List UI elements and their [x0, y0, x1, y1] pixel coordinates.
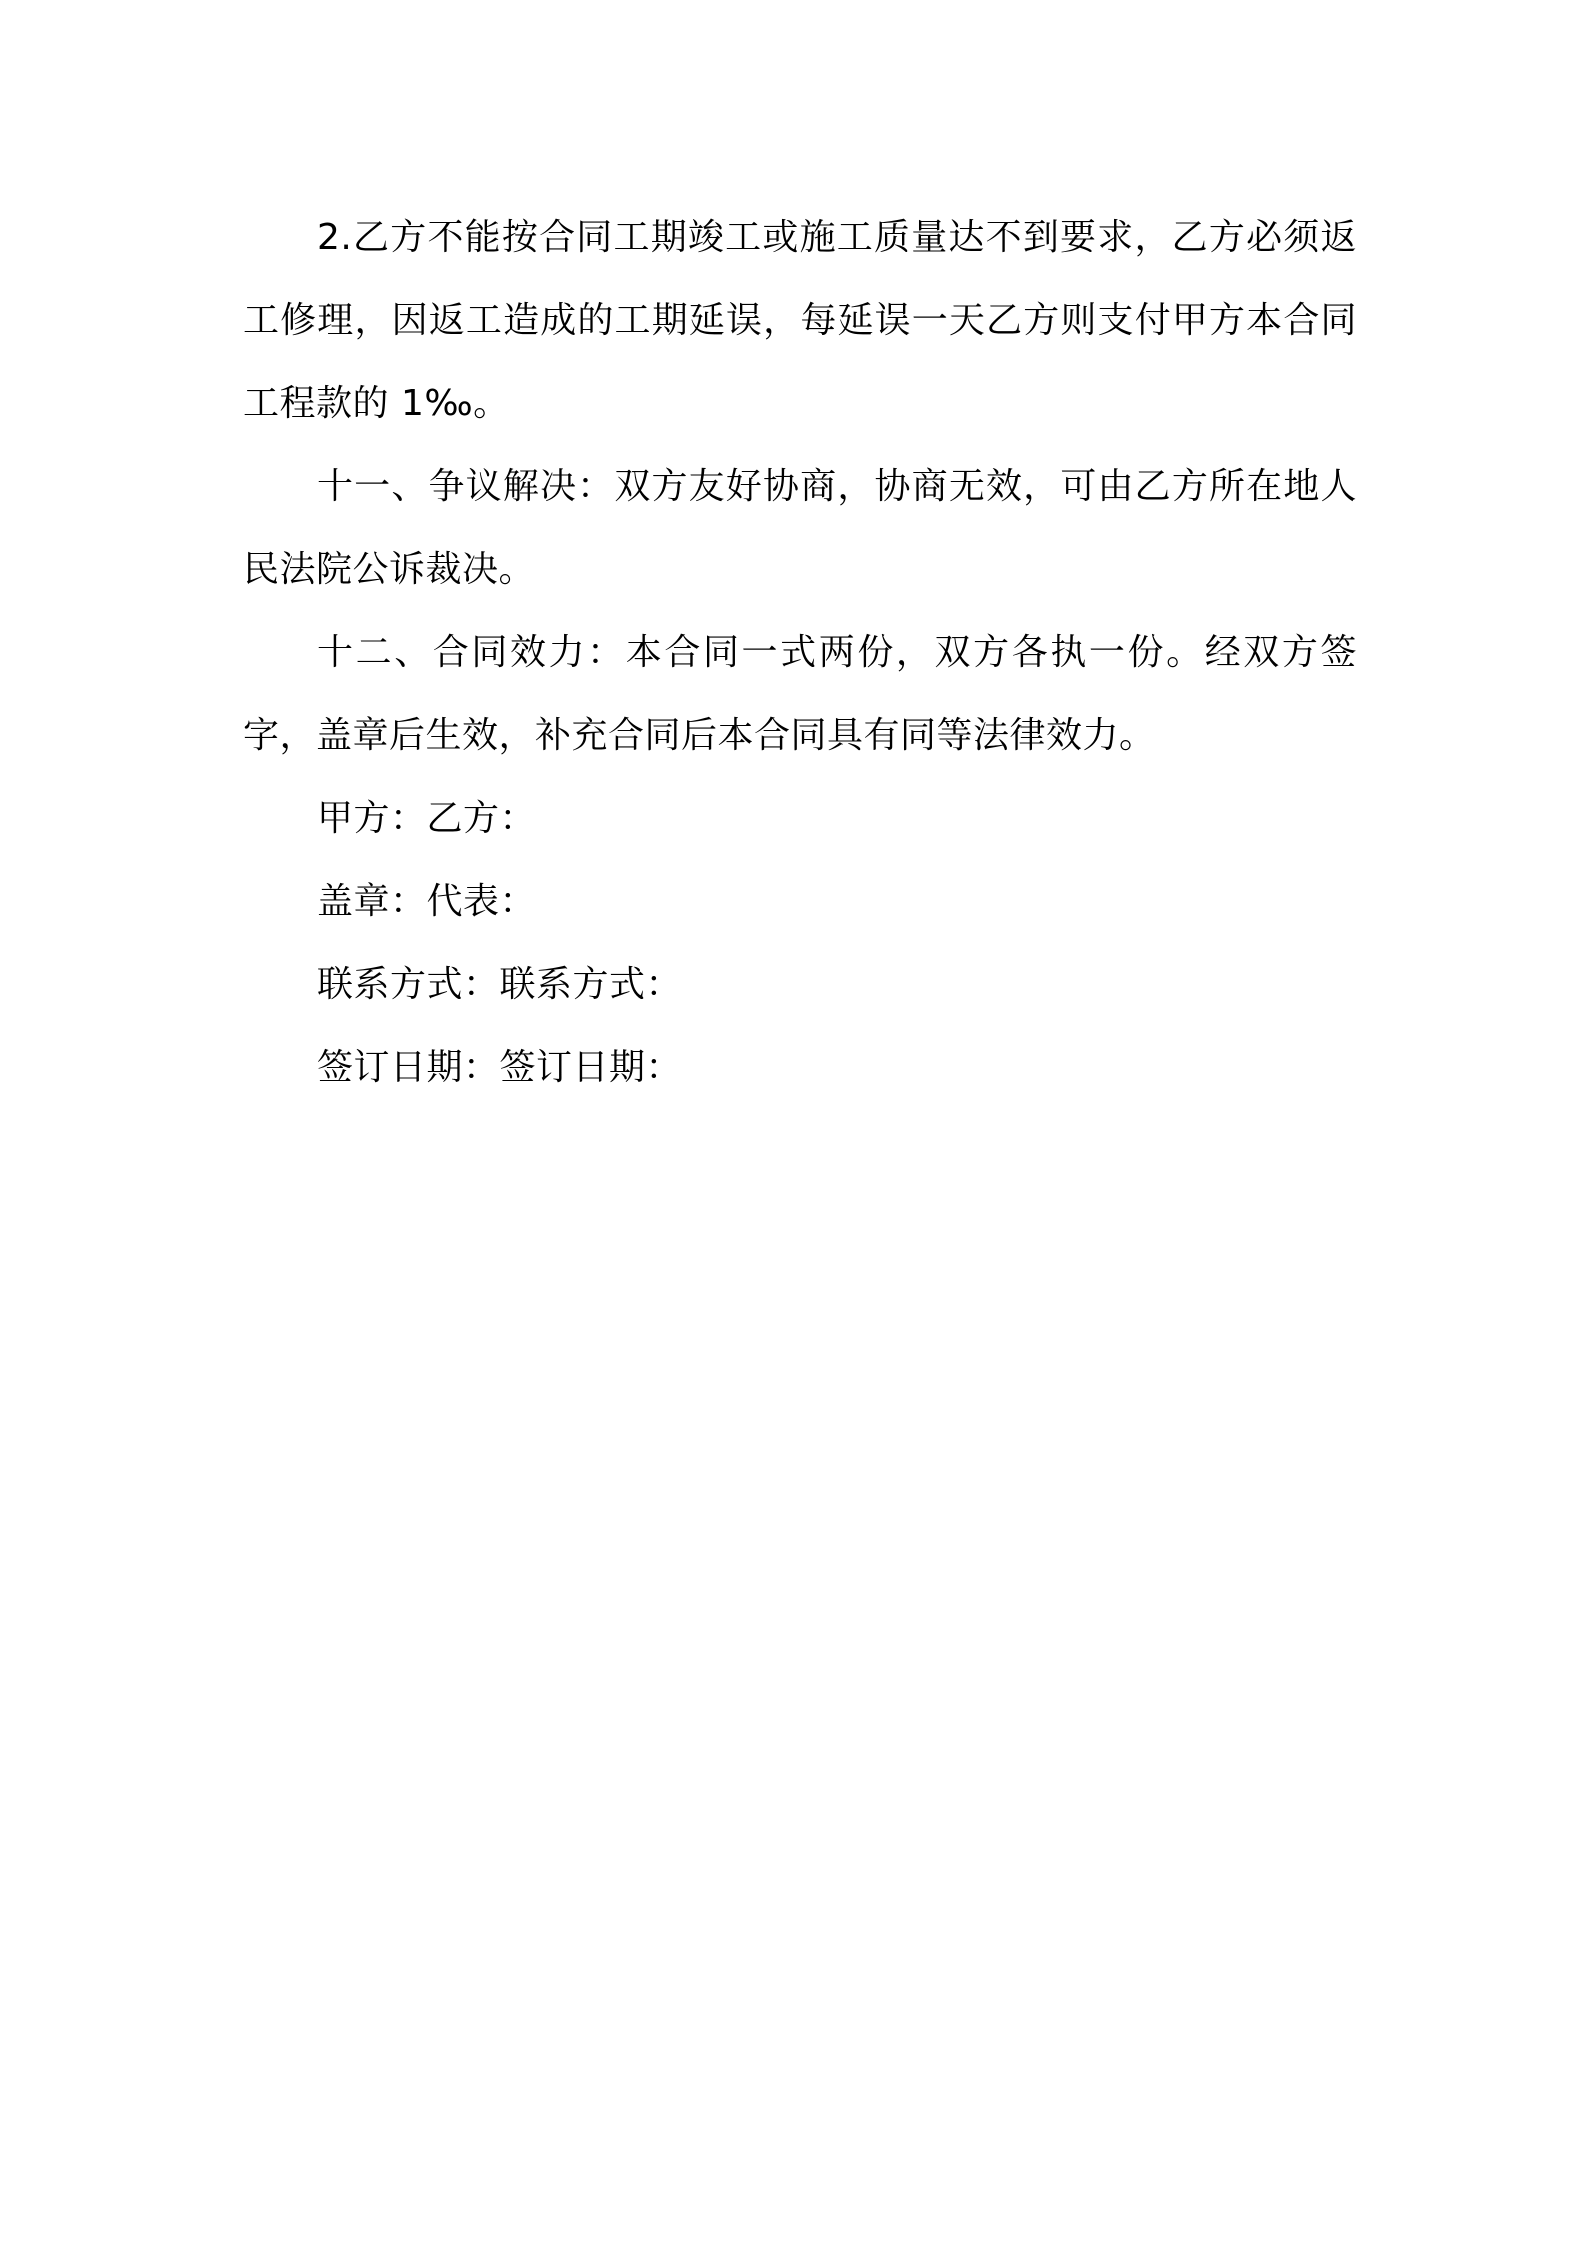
signature-parties-line: 甲方：乙方： [317, 798, 537, 839]
document-body [243, 196, 1357, 1109]
clause-contract-validity: 十二、合同效力：本合同一式两份，双方各执一份。经双方签字，盖章后生效，补充合同后本合同具有同等法律效力。 [243, 632, 1357, 756]
signature-contact-line: 联系方式：联系方式： [317, 964, 683, 1005]
signature-date-line: 签订日期：签订日期： [317, 1047, 683, 1088]
clause-delay-penalty: 2.乙方不能按合同工期竣工或施工质量达不到要求，乙方必须返工修理，因返工造成的工期延误，每延误一天乙方则支付甲方本合同工程款的 1‰。 [243, 217, 1357, 424]
clause-dispute-resolution: 十一、争议解决：双方友好协商，协商无效，可由乙方所在地人民法院公诉裁决。 [243, 466, 1357, 590]
signature-seal-line: 盖章：代表： [317, 881, 537, 922]
